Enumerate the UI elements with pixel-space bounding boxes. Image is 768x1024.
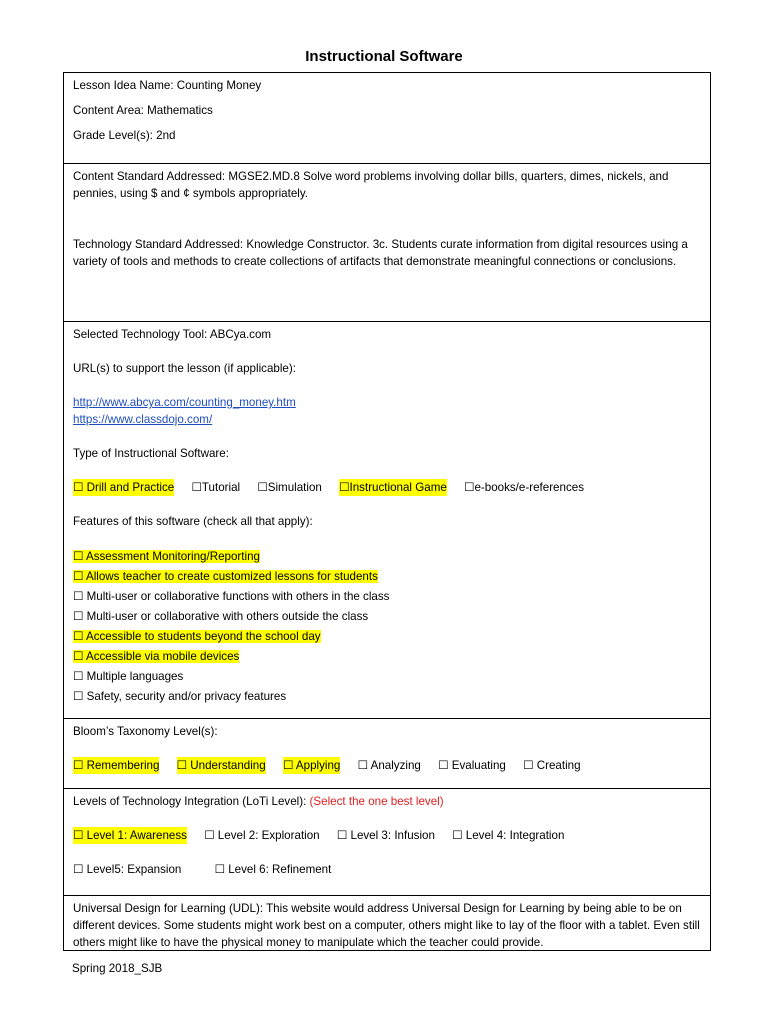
loti-heading bbox=[73, 793, 701, 810]
blooms-evaluating[interactable]: ☐ Evaluating bbox=[438, 759, 506, 772]
technology-tool-section bbox=[63, 321, 711, 718]
type-option-simulation[interactable]: ☐Simulation bbox=[257, 481, 322, 494]
type-option-tutorial[interactable]: ☐Tutorial bbox=[191, 481, 241, 494]
blooms-applying[interactable]: ☐ Applying bbox=[282, 759, 341, 772]
feature-mobile-devices[interactable]: ☐ Accessible via mobile devices bbox=[73, 650, 240, 663]
feature-multiuser-class[interactable]: ☐ Multi-user or collaborative functions with others in the class bbox=[73, 590, 390, 603]
type-option-instructional-game[interactable]: ☐Instructional Game bbox=[339, 481, 447, 494]
loti-level-3[interactable]: ☐ Level 3: Infusion bbox=[336, 829, 435, 842]
blooms-remembering[interactable]: ☐ Remembering bbox=[73, 759, 160, 772]
udl-section bbox=[63, 895, 711, 951]
content-area: Content Area: Mathematics bbox=[73, 104, 213, 117]
urls-label: URL(s) to support the lesson (if applicable): bbox=[73, 362, 296, 375]
feature-multiuser-outside[interactable]: ☐ Multi-user or collaborative with others outside the class bbox=[73, 610, 369, 623]
loti-label: Levels of Technology Integration (LoTi Level): bbox=[73, 795, 307, 808]
blooms-creating[interactable]: ☐ Creating bbox=[523, 759, 581, 772]
loti-level-6[interactable]: ☐ Level 6: Refinement bbox=[214, 863, 332, 876]
selected-tool: Selected Technology Tool: ABCya.com bbox=[73, 328, 272, 341]
blooms-section bbox=[63, 718, 711, 788]
feature-custom-lessons[interactable]: ☐ Allows teacher to create customized lessons for students bbox=[73, 570, 378, 583]
lesson-table bbox=[63, 72, 711, 951]
blooms-understanding[interactable]: ☐ Understanding bbox=[176, 759, 266, 772]
type-option-drill-practice[interactable]: ☐ Drill and Practice bbox=[73, 481, 175, 494]
footer-note: Spring 2018_SJB bbox=[72, 962, 163, 975]
blooms-analyzing[interactable]: ☐ Analyzing bbox=[357, 759, 421, 772]
loti-level-2[interactable]: ☐ Level 2: Exploration bbox=[204, 829, 320, 842]
feature-beyond-school-day[interactable]: ☐ Accessible to students beyond the school day bbox=[73, 630, 321, 643]
feature-assessment[interactable]: ☐ Assessment Monitoring/Reporting bbox=[73, 550, 260, 563]
features-label: Features of this software (check all that apply): bbox=[73, 515, 313, 528]
loti-note: (Select the one best level) bbox=[309, 795, 444, 808]
loti-options-row-1 bbox=[73, 827, 701, 844]
loti-level-5[interactable]: ☐ Level5: Expansion bbox=[73, 863, 182, 876]
lesson-info-section bbox=[63, 72, 711, 163]
blooms-label: Bloom’s Taxonomy Level(s): bbox=[73, 725, 218, 738]
lesson-name: Lesson Idea Name: Counting Money bbox=[73, 79, 262, 92]
loti-level-4[interactable]: ☐ Level 4: Integration bbox=[452, 829, 565, 842]
standards-section bbox=[63, 163, 711, 321]
udl-text: Universal Design for Learning (UDL): This website would address Universal Design for Learning by being able to be on different devices. Some students might work best on a computer, others might like to lay of the floor with a tablet. Even still others might like to have the physical money to manipulate which the teacher could provide. bbox=[73, 902, 700, 949]
page-title: Instructional Software bbox=[305, 48, 463, 65]
technology-standard: Technology Standard Addressed: Knowledge Constructor. 3c. Students curate information from digital resources using a variety of tools and methods to create collections of artifacts that demonstrate meaningful connections or conclusions. bbox=[73, 238, 688, 268]
feature-safety-privacy[interactable]: ☐ Safety, security and/or privacy features bbox=[73, 690, 287, 703]
software-type-options bbox=[73, 479, 701, 496]
loti-level-1[interactable]: ☐ Level 1: Awareness bbox=[73, 829, 187, 842]
link-classdojo[interactable]: https://www.classdojo.com/ bbox=[73, 413, 213, 426]
content-standard: Content Standard Addressed: MGSE2.MD.8 Solve word problems involving dollar bills, quarters, dimes, nickels, and pennies, using $ and ¢ symbols appropriately. bbox=[73, 170, 669, 200]
blooms-options bbox=[73, 757, 701, 774]
software-type-label: Type of Instructional Software: bbox=[73, 447, 229, 460]
loti-section bbox=[63, 788, 711, 895]
feature-multiple-languages[interactable]: ☐ Multiple languages bbox=[73, 670, 184, 683]
type-option-ebooks[interactable]: ☐e-books/e-references bbox=[464, 481, 584, 494]
features-list bbox=[73, 547, 701, 707]
loti-options-row-2 bbox=[73, 861, 701, 878]
grade-level: Grade Level(s): 2nd bbox=[73, 129, 176, 142]
link-abcya[interactable]: http://www.abcya.com/counting_money.htm bbox=[73, 396, 296, 409]
